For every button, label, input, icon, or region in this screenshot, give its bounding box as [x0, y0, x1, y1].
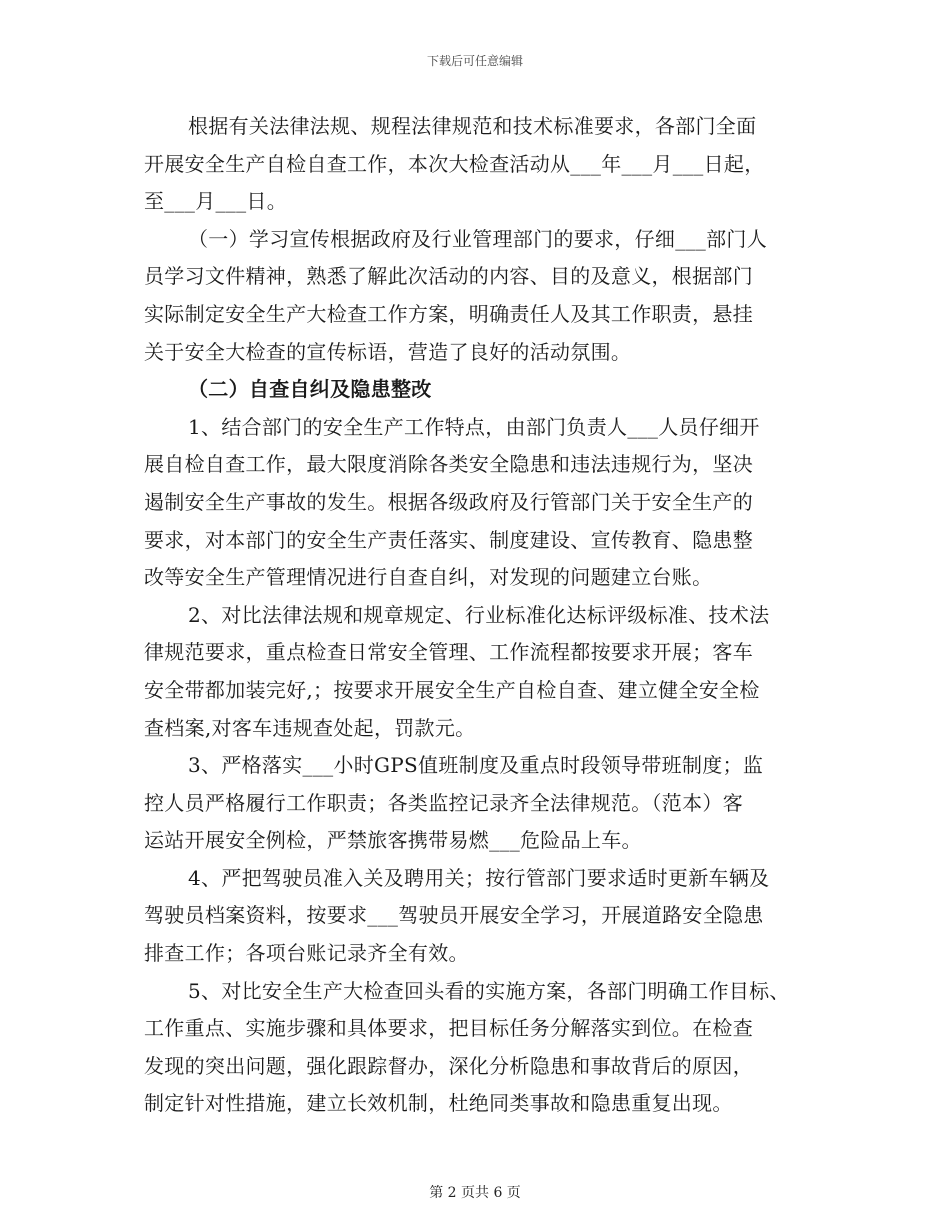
text-line: 展自检自查工作，最大限度消除各类安全隐患和违法违规行为，坚决 [144, 452, 753, 477]
text-line: 查档案,对客车违规查处起，罚款元。 [144, 715, 476, 740]
document-body [144, 108, 824, 1123]
text-line: 3、严格落实___小时GPS值班制度及重点时段领导带班制度；监 [188, 753, 764, 778]
text-line: 实际制定安全生产大检查工作方案，明确责任人及其工作职责，悬挂 [144, 301, 753, 326]
paragraph-item-1 [144, 409, 824, 597]
text-line: 5、对比安全生产大检查回头看的实施方案，各部门明确工作目标、 [188, 978, 790, 1003]
text-line: 根据有关法律法规、规程法律规范和技术标准要求，各部门全面 [188, 114, 757, 138]
text-line: 排查工作；各项台账记录齐全有效。 [144, 941, 469, 966]
text-line: 运站开展安全例检，严禁旅客携带易燃___危险品上车。 [144, 828, 642, 853]
text-line: 安全带都加装完好,；按要求开展安全生产自检自查、建立健全安全检 [144, 677, 760, 702]
text-line: 发现的突出问题，强化跟踪督办，深化分析隐患和事故背后的原因， [144, 1053, 753, 1078]
text-line: 驾驶员档案资料，按要求___驾驶员开展安全学习，开展道路安全隐患 [144, 903, 764, 928]
text-line: 工作重点、实施步骤和具体要求，把目标任务分解落实到位。在检查 [144, 1016, 753, 1041]
paragraph-intro [144, 108, 824, 221]
section-heading: （二）自查自纠及隐患整改 [188, 377, 432, 402]
text-line: 1、结合部门的安全生产工作特点，由部门负责人___人员仔细开 [188, 414, 760, 439]
paragraph-section-1 [144, 221, 824, 371]
text-line: 遏制安全生产事故的发生。根据各级政府及行管部门关于安全生产的 [144, 489, 753, 514]
text-line: 关于安全大检查的宣传标语，营造了良好的活动氛围。 [144, 339, 632, 364]
text-line: 4、严把驾驶员准入关及聘用关；按行管部门要求适时更新车辆及 [188, 865, 770, 890]
paragraph-item-5 [144, 973, 824, 1123]
text-line: 员学习文件精神，熟悉了解此次活动的内容、目的及意义，根据部门 [144, 264, 753, 289]
page-footer: 第 2 页共 6 页 [429, 1185, 521, 1201]
section-heading-2 [144, 371, 824, 409]
paragraph-item-3 [144, 747, 824, 860]
text-line: 至___月___日。 [144, 189, 287, 214]
page-header: 下载后可任意编辑 [426, 54, 523, 68]
text-line: 2、对比法律法规和规章规定、行业标准化达标评级标准、技术法 [188, 602, 770, 627]
text-line: 控人员严格履行工作职责；各类监控记录齐全法律规范。（范本）客 [144, 790, 743, 815]
text-line: （一）学习宣传根据政府及行业管理部门的要求，仔细___部门人 [188, 226, 767, 251]
paragraph-item-4 [144, 860, 824, 973]
paragraph-item-2 [144, 597, 824, 747]
text-line: 改等安全生产管理情况进行自查自纠，对发现的问题建立台账。 [144, 565, 713, 590]
text-line: 要求，对本部门的安全生产责任落实、制度建设、宣传教育、隐患整 [144, 527, 753, 552]
text-line: 律规范要求，重点检查日常安全管理、工作流程都按要求开展；客车 [144, 640, 753, 665]
text-line: 开展安全生产自检自查工作，本次大检查活动从___年___月___日起， [144, 151, 765, 176]
text-line: 制定针对性措施，建立长效机制，杜绝同类事故和隐患重复出现。 [144, 1091, 733, 1116]
